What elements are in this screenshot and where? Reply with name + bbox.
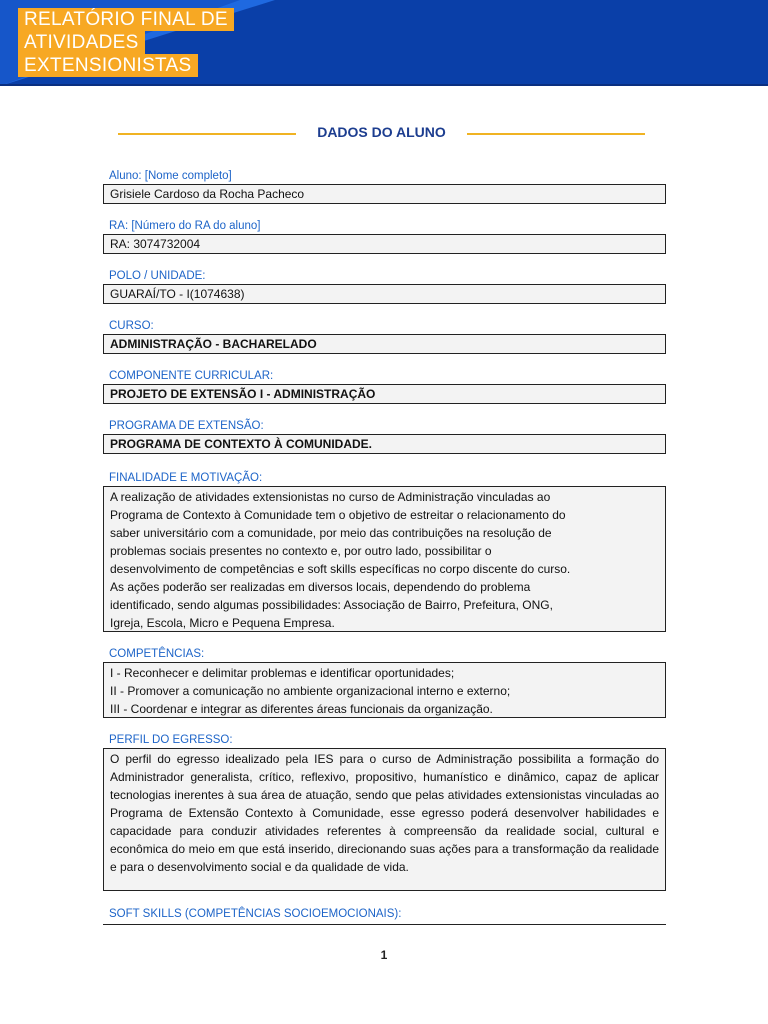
field-label: COMPONENTE CURRICULAR: bbox=[109, 370, 274, 382]
componente-value: PROJETO DE EXTENSÃO I - ADMINISTRAÇÃO bbox=[103, 384, 666, 404]
field-programa bbox=[103, 419, 666, 454]
polo-value: GUARAÍ/TO - I(1074638) bbox=[103, 284, 666, 304]
field-componente bbox=[103, 369, 666, 404]
field-label: COMPETÊNCIAS: bbox=[109, 648, 205, 660]
field-label: PROGRAMA DE EXTENSÃO: bbox=[109, 420, 264, 432]
section-heading: DADOS DO ALUNO bbox=[317, 124, 446, 140]
banner-divider bbox=[0, 84, 768, 86]
field-label: PERFIL DO EGRESSO: bbox=[109, 734, 233, 746]
field-polo bbox=[103, 269, 666, 304]
document-title bbox=[18, 8, 234, 77]
curso-value: ADMINISTRAÇÃO - BACHARELADO bbox=[103, 334, 666, 354]
text-line: A realização de atividades extensionistas no curso de Administração vinculadas ao bbox=[110, 490, 551, 504]
aluno-value: Grisiele Cardoso da Rocha Pacheco bbox=[103, 184, 666, 204]
perfil-text: O perfil do egresso idealizado pela IES para o curso de Administração possibilita a formação do Administrador generalista, crítico, reflexivo, propositivo, humanístico e dinâmico, capaz de aplicar tecnologias inerentes à sua área de atuação, sendo que pelas atividades extensionistas vinculadas ao Programa de Extensão Contexto à Comunidade, esse egresso poderá desenvolver habilidades e capacidade para conduzir atividades referentes à compreensão da realidade social, cultural e econômica do meio em que está inserido, direcionando suas ações para a transformação da realidade e para o desenvolvimento social e da qualidade de vida. bbox=[103, 748, 666, 891]
finalidade-text bbox=[103, 486, 666, 632]
field-label: CURSO: bbox=[109, 320, 154, 332]
text-line: problemas sociais presentes no contexto e, por outro lado, possibilitar o bbox=[110, 544, 492, 558]
text-line: saber universitário com a comunidade, por meio das contribuições na resolução de bbox=[110, 526, 552, 540]
page-number: 1 bbox=[380, 948, 388, 962]
field-label: RA: [Número do RA do aluno] bbox=[109, 220, 261, 232]
competencia-item: III - Coordenar e integrar as diferentes áreas funcionais da organização. bbox=[110, 702, 493, 716]
field-label: POLO / UNIDADE: bbox=[109, 270, 206, 282]
field-competencias bbox=[103, 647, 666, 718]
text-line: As ações poderão ser realizadas em diversos locais, dependendo do problema bbox=[110, 580, 531, 594]
text-line: identificado, sendo algumas possibilidades: Associação de Bairro, Prefeitura, ONG, bbox=[110, 598, 553, 612]
programa-value: PROGRAMA DE CONTEXTO À COMUNIDADE. bbox=[103, 434, 666, 454]
competencias-text bbox=[103, 662, 666, 718]
text-line: Programa de Contexto à Comunidade tem o objetivo de estreitar o relacionamento do bbox=[110, 508, 566, 522]
field-label: Aluno: [Nome completo] bbox=[109, 170, 232, 182]
field-finalidade bbox=[103, 471, 666, 632]
text-line: desenvolvimento de competências e soft skills específicas no corpo discente do curso. bbox=[110, 562, 571, 576]
field-label: SOFT SKILLS (COMPETÊNCIAS SOCIOEMOCIONAIS): bbox=[109, 908, 402, 920]
title-line-3: EXTENSIONISTAS bbox=[18, 54, 198, 77]
section-header bbox=[118, 122, 645, 144]
field-aluno bbox=[103, 169, 666, 204]
header-rule-right bbox=[467, 133, 645, 135]
field-label: FINALIDADE E MOTIVAÇÃO: bbox=[109, 472, 263, 484]
header-banner bbox=[0, 0, 768, 86]
title-line-2: ATIVIDADES bbox=[18, 31, 145, 54]
field-perfil bbox=[103, 733, 666, 891]
competencia-item: II - Promover a comunicação no ambiente organizacional interno e externo; bbox=[110, 684, 511, 698]
field-ra bbox=[103, 219, 666, 254]
field-curso bbox=[103, 319, 666, 354]
title-line-1: RELATÓRIO FINAL DE bbox=[18, 8, 234, 31]
soft-skills-rule bbox=[103, 922, 666, 925]
competencia-item: I - Reconhecer e delimitar problemas e identificar oportunidades; bbox=[110, 666, 455, 680]
ra-value: RA: 3074732004 bbox=[103, 234, 666, 254]
text-line: Igreja, Escola, Micro e Pequena Empresa. bbox=[110, 616, 335, 630]
field-soft-skills bbox=[103, 907, 666, 925]
